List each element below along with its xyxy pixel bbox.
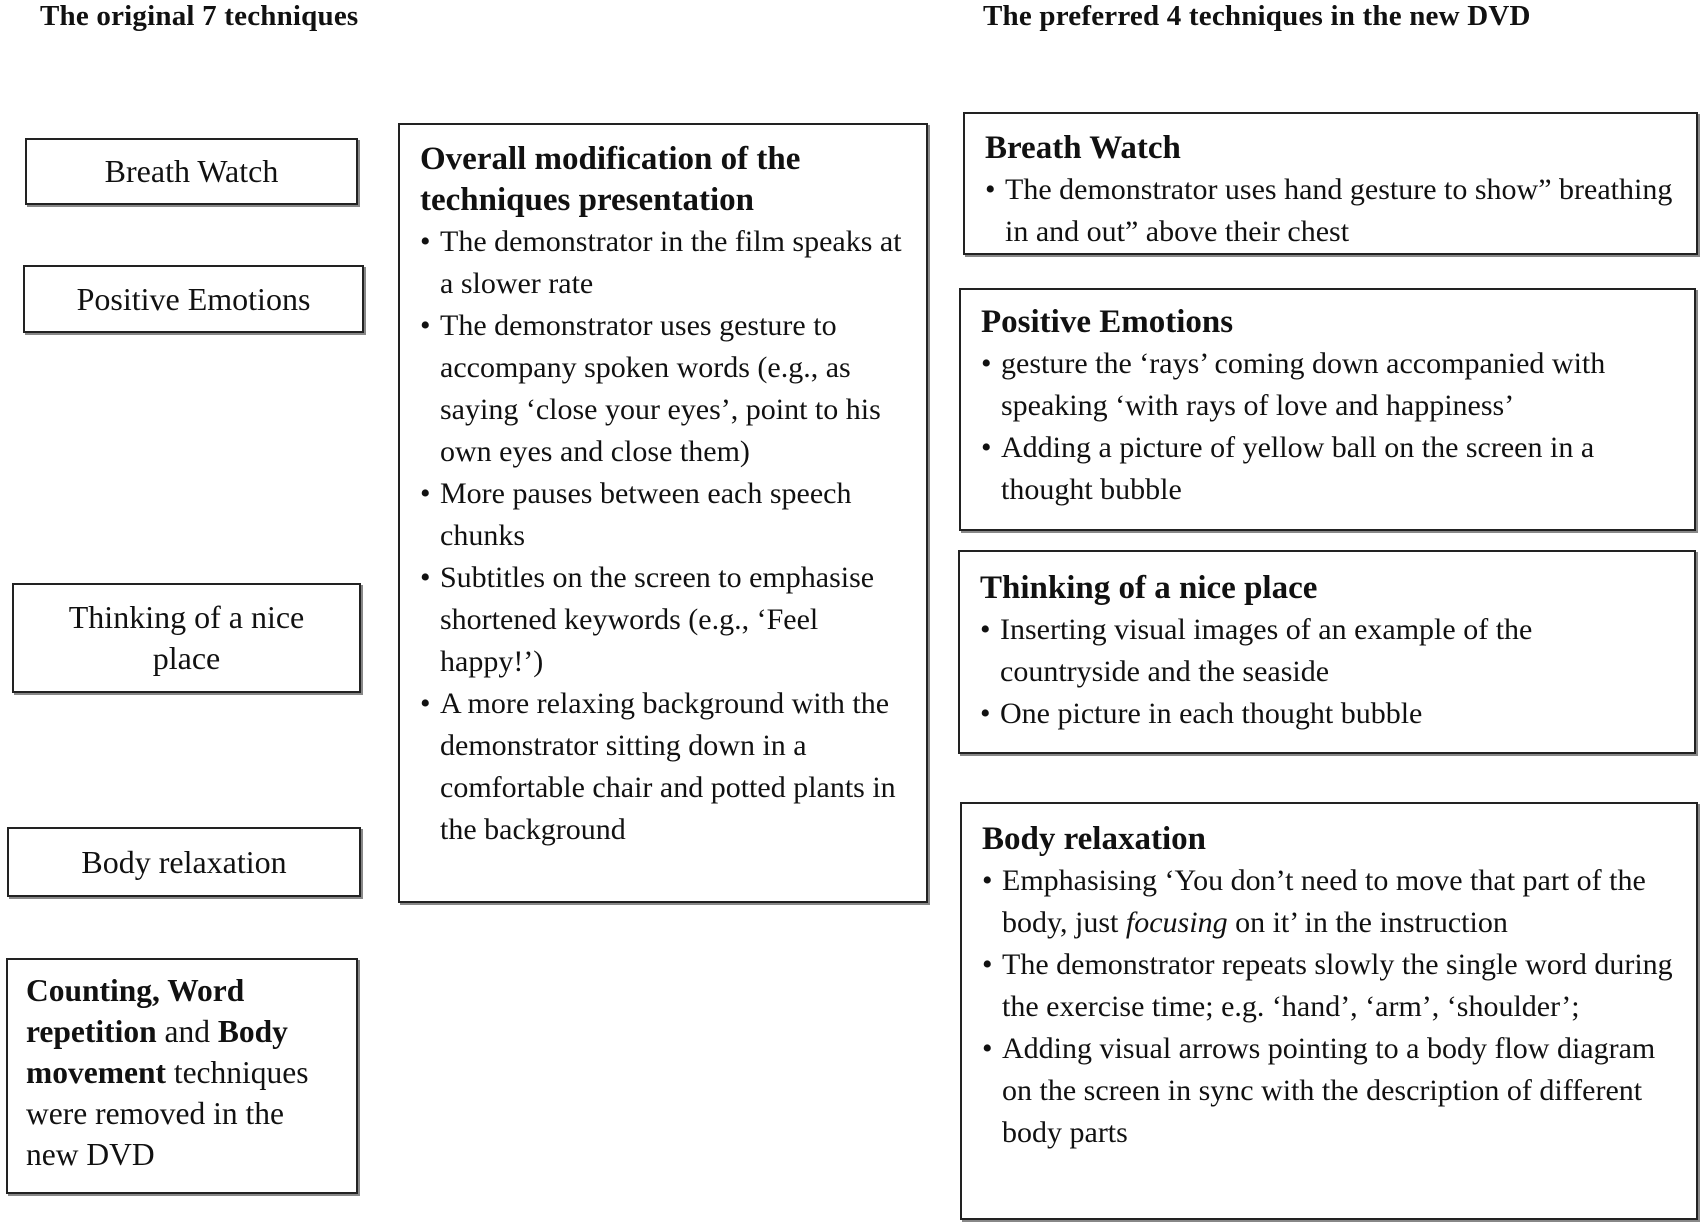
list-item: • Adding a picture of yellow ball on the screen in a thought bubble bbox=[981, 427, 1676, 511]
preferred-breath-watch-box bbox=[963, 112, 1698, 255]
preferred-breath-watch-list bbox=[985, 169, 1678, 253]
list-item: • Inserting visual images of an example of the countryside and the seaside bbox=[980, 609, 1676, 693]
preferred-thinking-nice-place-title: Thinking of a nice place bbox=[980, 570, 1318, 606]
right-column-heading: The preferred 4 techniques in the new DVD bbox=[983, 0, 1531, 32]
preferred-thinking-nice-place-box bbox=[958, 550, 1696, 754]
body-relaxation-bullet1-after: on it’ in the instruction bbox=[1227, 906, 1508, 939]
preferred-positive-emotions-box bbox=[959, 288, 1696, 531]
original-body-relaxation-box bbox=[7, 827, 361, 897]
preferred-positive-emotions-title: Positive Emotions bbox=[981, 304, 1234, 340]
removed-note-part4: techniques were removed in the new DVD bbox=[26, 1055, 309, 1172]
body-relaxation-bullet1-emphasis: focusing bbox=[1125, 906, 1228, 939]
list-item: • gesture the ‘rays’ coming down accompanied with speaking ‘with rays of love and happiness’ bbox=[981, 343, 1676, 427]
removed-note-part1: Counting, Word repetition bbox=[26, 973, 245, 1049]
removed-note-part2: and bbox=[156, 1014, 218, 1049]
preferred-thinking-nice-place-list bbox=[980, 609, 1676, 735]
original-positive-emotions-label: Positive Emotions bbox=[76, 280, 311, 317]
overall-modification-list bbox=[420, 221, 908, 851]
list-item: • The demonstrator in the film speaks at a slower rate bbox=[420, 221, 908, 305]
preferred-body-relaxation-list bbox=[982, 860, 1678, 1154]
list-item: • The demonstrator uses gesture to accompany spoken words (e.g., as saying ‘close your eyes’, point to his own eyes and close them) bbox=[420, 305, 908, 473]
list-item: • A more relaxing background with the demonstrator sitting down in a comfortable chair and potted plants in the background bbox=[420, 683, 908, 851]
preferred-body-relaxation-title: Body relaxation bbox=[982, 821, 1206, 857]
preferred-breath-watch-title: Breath Watch bbox=[985, 130, 1181, 166]
original-breath-watch-box bbox=[25, 138, 358, 205]
left-column-heading: The original 7 techniques bbox=[40, 0, 359, 32]
list-item: • One picture in each thought bubble bbox=[980, 693, 1676, 735]
list-item: • The demonstrator uses hand gesture to show” breathing in and out” above their chest bbox=[985, 169, 1678, 253]
list-item: • Adding visual arrows pointing to a body flow diagram on the screen in sync with the description of different body parts bbox=[982, 1028, 1678, 1154]
original-positive-emotions-box bbox=[23, 265, 364, 333]
original-thinking-nice-place-label: Thinking of a nice place bbox=[68, 599, 305, 676]
list-item bbox=[982, 860, 1678, 944]
overall-modification-title: Overall modification of the techniques presentation bbox=[420, 141, 801, 218]
original-body-relaxation-label: Body relaxation bbox=[81, 843, 287, 880]
list-item: • Subtitles on the screen to emphasise shortened keywords (e.g., ‘Feel happy!’) bbox=[420, 557, 908, 683]
original-breath-watch-label: Breath Watch bbox=[104, 153, 279, 189]
list-item: • More pauses between each speech chunks bbox=[420, 473, 908, 557]
preferred-positive-emotions-list bbox=[981, 343, 1676, 511]
overall-modification-box bbox=[398, 123, 928, 903]
removed-note-part3: Body movement bbox=[26, 1014, 288, 1090]
preferred-body-relaxation-box bbox=[960, 802, 1698, 1220]
original-thinking-nice-place-box bbox=[12, 583, 361, 693]
body-relaxation-bullet1-before: Emphasising ‘You don’t need to move that part of the body, just bbox=[1002, 864, 1646, 939]
removed-techniques-note-box bbox=[6, 958, 358, 1194]
list-item: • The demonstrator repeats slowly the single word during the exercise time; e.g. ‘hand’, ‘arm’, ‘shoulder’; bbox=[982, 944, 1678, 1028]
